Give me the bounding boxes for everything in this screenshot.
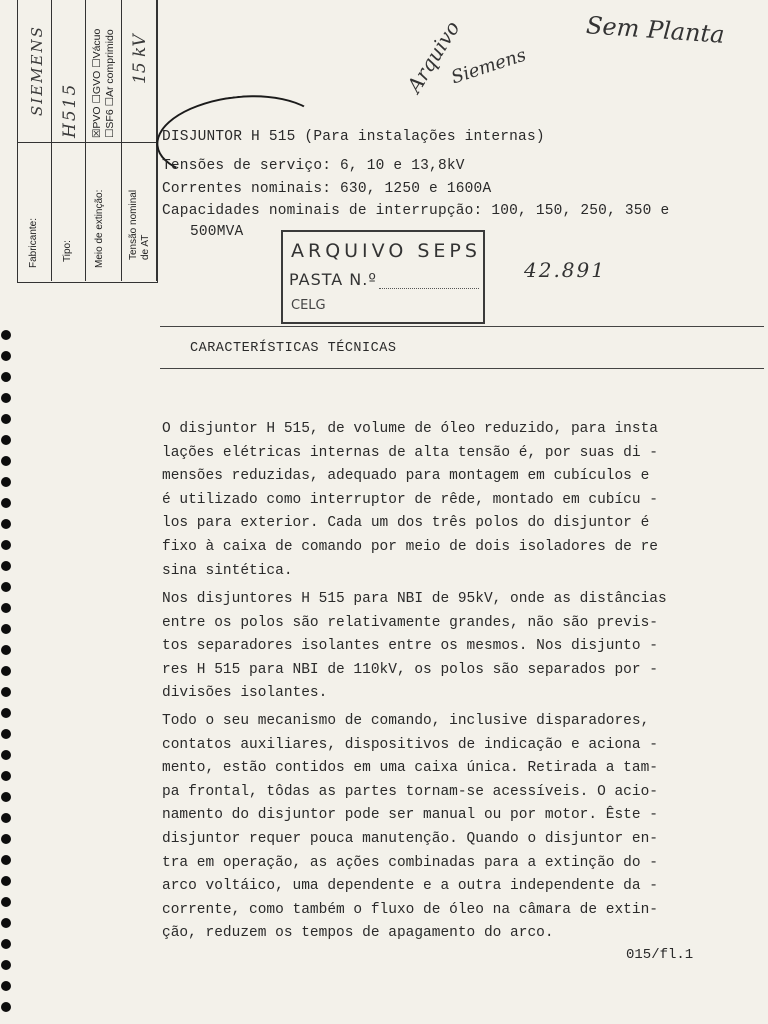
tipo-label: Tipo: <box>62 240 73 262</box>
form-col-fabricante <box>18 0 52 281</box>
binding-hole <box>1 582 11 592</box>
binding-hole <box>1 1002 11 1012</box>
section-rule-bottom <box>160 368 764 369</box>
handwritten-sem-planta: Sem Planta <box>585 11 726 49</box>
meio-label: Meio de extinção: <box>94 189 105 268</box>
text-line: Todo o seu mecanismo de comando, inclusive disparadores, <box>162 713 650 729</box>
fabricante-label: Fabricante: <box>28 217 39 268</box>
text-line: contatos auxiliares, dispositivos de indicação e aciona - <box>162 736 658 753</box>
binding-hole <box>1 498 11 508</box>
fabricante-value: SIEMENS <box>28 25 46 116</box>
binding-hole <box>1 624 11 634</box>
text-line: pa frontal, tôdas as partes tornam-se acessíveis. O acio- <box>162 783 658 800</box>
binding-hole <box>1 687 11 697</box>
section-rule-top <box>160 326 764 327</box>
handwritten-ref-number: 42.891 <box>524 258 606 282</box>
stamp-dotted-line <box>379 288 479 289</box>
tipo-value: H515 <box>60 82 80 138</box>
text-line: sina sintética. <box>162 562 293 579</box>
binding-hole <box>1 750 11 760</box>
text-line: divisões isolantes. <box>162 685 328 702</box>
header-capacidades: Capacidades nominais de interrupção: 100, 150, 250, 350 e <box>162 203 670 219</box>
equipment-form-box <box>17 0 158 283</box>
binding-hole <box>1 708 11 718</box>
binding-hole <box>1 456 11 466</box>
text-line: tos separadores isolantes entre os mesmos. Nos disjunto - <box>162 638 658 655</box>
binding-hole <box>1 519 11 529</box>
binding-hole <box>1 645 11 655</box>
binding-hole <box>1 981 11 991</box>
binding-hole <box>1 540 11 550</box>
text-line: mento, estão contidos em uma caixa única. Retirada a tam- <box>162 760 658 777</box>
binding-hole <box>1 393 11 403</box>
form-col-meio <box>86 0 122 281</box>
binding-holes <box>0 330 14 1024</box>
text-line: res H 515 para NBI de 110kV, os polos são separados por - <box>162 661 658 678</box>
stamp-org: CELG <box>291 298 326 313</box>
text-line: mensões reduzidas, adequado para montagem em cubículos e <box>162 468 650 485</box>
binding-hole <box>1 771 11 781</box>
paragraph-3 <box>162 710 702 946</box>
binding-hole <box>1 834 11 844</box>
text-line: entre os polos são relativamente grandes, não são previs- <box>162 614 658 631</box>
meio-options-row1: ☒PVO ☐GVO ☐Vácuo <box>91 28 103 138</box>
binding-hole <box>1 561 11 571</box>
header-capacidades-cont: 500MVA <box>190 224 244 240</box>
text-line: ção, reduzem os tempos de apagamento do arco. <box>162 925 554 942</box>
text-line: fixo à caixa de comando por meio de dois isoladores de re <box>162 538 658 555</box>
handwritten-arquivo: Arquivo <box>402 16 465 97</box>
header-tensoes: Tensões de serviço: 6, 10 e 13,8kV <box>162 158 465 174</box>
section-title: CARACTERÍSTICAS TÉCNICAS <box>190 341 397 356</box>
tensao-label-1: Tensão nominal <box>128 189 139 260</box>
tensao-label-2: de AT <box>140 234 151 260</box>
text-line: disjuntor requer pouca manutenção. Quando o disjuntor en- <box>162 830 658 847</box>
binding-hole <box>1 855 11 865</box>
tensao-value: 15 kV <box>130 34 150 84</box>
binding-hole <box>1 939 11 949</box>
binding-hole <box>1 477 11 487</box>
binding-hole <box>1 372 11 382</box>
header-correntes: Correntes nominais: 630, 1250 e 1600A <box>162 181 492 197</box>
text-line: Nos disjuntores H 515 para NBI de 95kV, onde as distâncias <box>162 591 667 607</box>
form-divider <box>18 142 157 143</box>
form-col-tipo <box>52 0 86 281</box>
stamp-pasta: PASTA N.º <box>289 270 377 289</box>
binding-hole <box>1 603 11 613</box>
text-line: arco voltáico, uma dependente e a outra independente da - <box>162 878 658 895</box>
archive-stamp <box>281 230 485 324</box>
text-line: é utilizado como interruptor de rêde, montado em cubícu - <box>162 491 658 508</box>
handwritten-siemens: Siemens <box>448 44 529 89</box>
stamp-title: ARQUIVO SEPS <box>291 240 481 262</box>
form-col-tensao <box>122 0 157 281</box>
meio-options-row2: ☐SF6 ☐Ar comprimido <box>104 29 116 138</box>
binding-hole <box>1 897 11 907</box>
binding-hole <box>1 813 11 823</box>
binding-hole <box>1 435 11 445</box>
text-line: corrente, como também o fluxo de óleo na câmara de extin- <box>162 901 658 918</box>
text-line: los para exterior. Cada um dos três polos do disjuntor é <box>162 515 650 532</box>
binding-hole <box>1 960 11 970</box>
text-line: lações elétricas internas de alta tensão é, por suas di - <box>162 444 658 461</box>
text-line: O disjuntor H 515, de volume de óleo reduzido, para insta <box>162 421 658 437</box>
binding-hole <box>1 876 11 886</box>
binding-hole <box>1 351 11 361</box>
binding-hole <box>1 414 11 424</box>
binding-hole <box>1 792 11 802</box>
text-line: tra em operação, as ações combinadas para a extinção do - <box>162 854 658 871</box>
header-title: DISJUNTOR H 515 (Para instalações internas) <box>162 129 545 145</box>
text-line: namento do disjuntor pode ser manual ou por motor. Êste - <box>162 807 658 824</box>
binding-hole <box>1 918 11 928</box>
paragraph-2 <box>162 588 702 706</box>
binding-hole <box>1 729 11 739</box>
paragraph-1 <box>162 418 702 583</box>
page-code: 015/fl.1 <box>626 947 694 963</box>
binding-hole <box>1 330 11 340</box>
binding-hole <box>1 666 11 676</box>
